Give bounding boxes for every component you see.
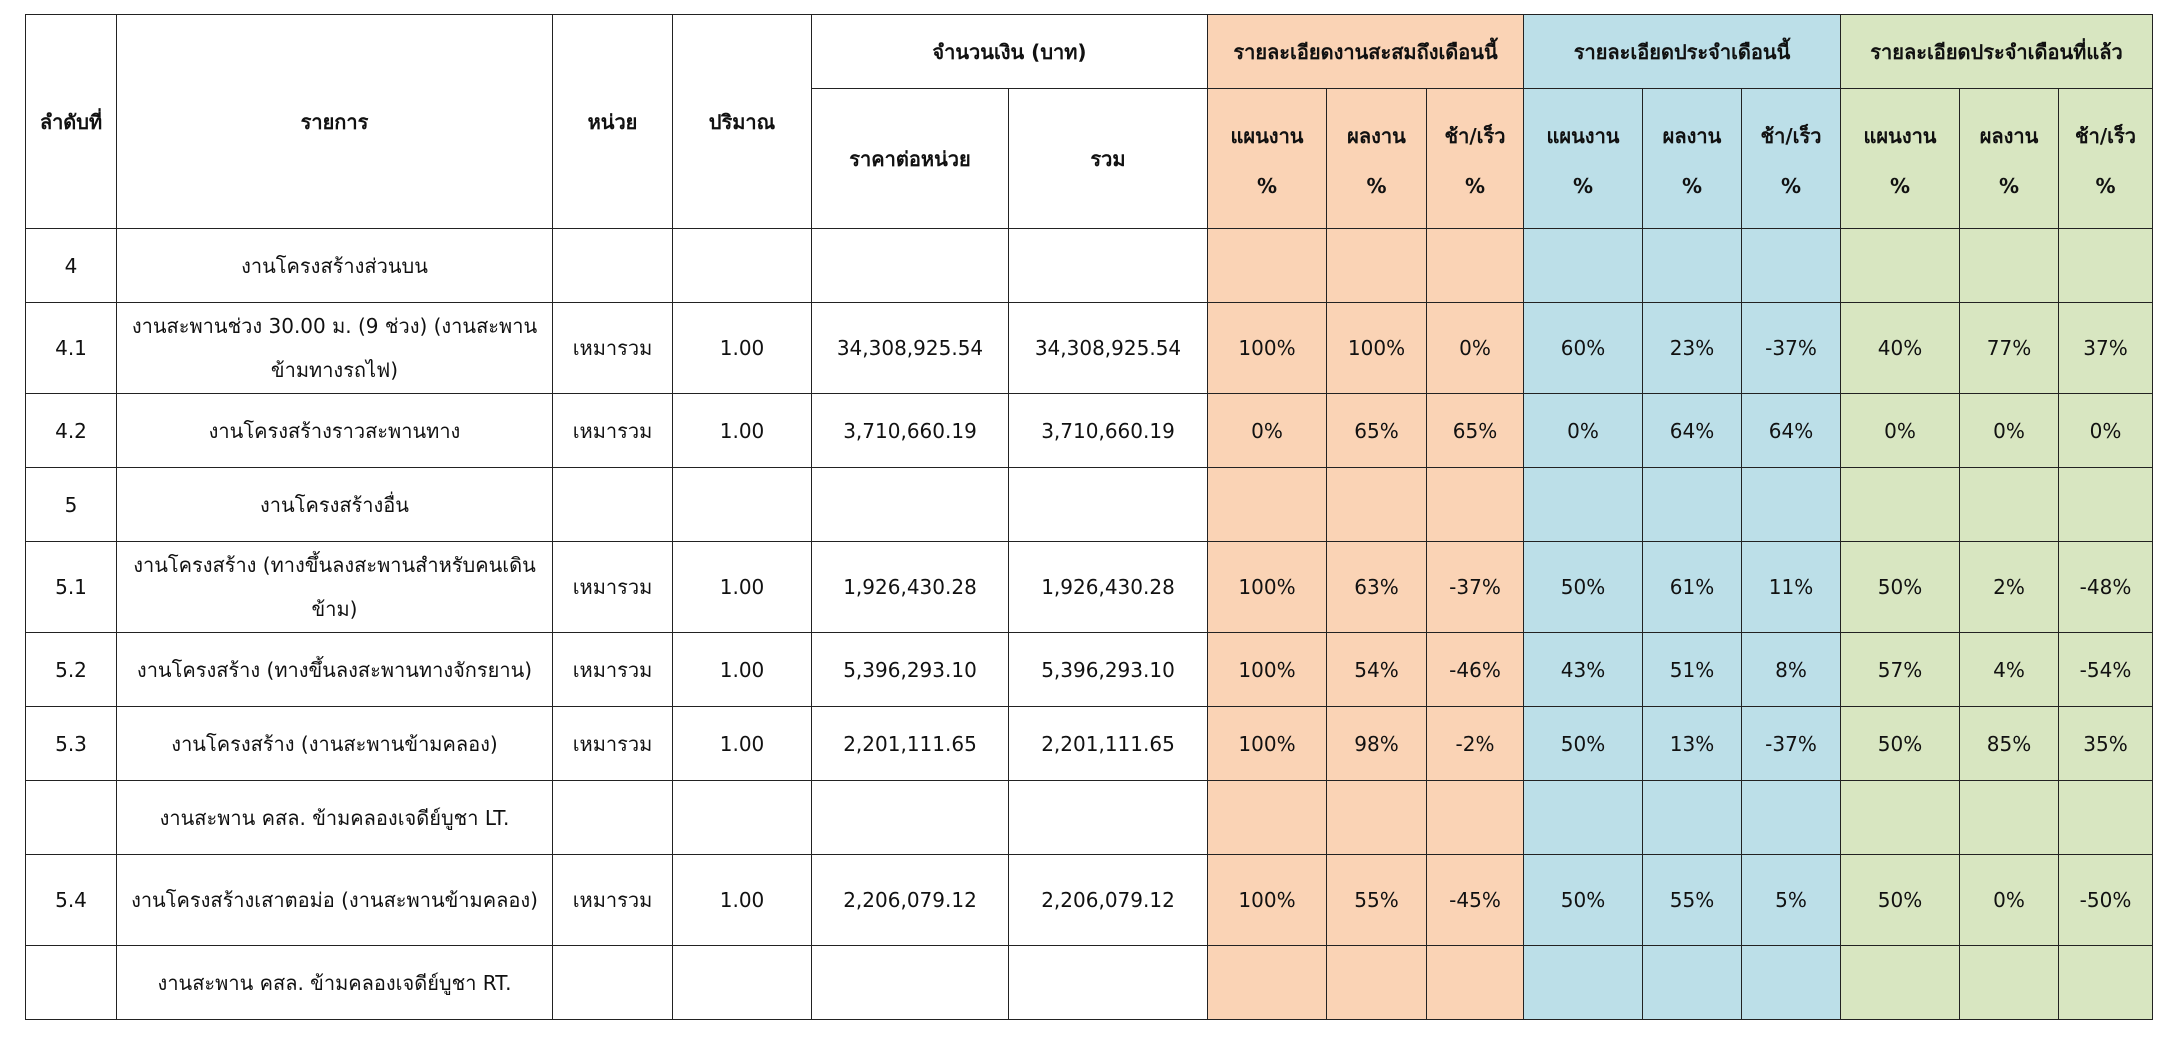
cell-unit-price — [812, 781, 1009, 855]
cell-unit: เหมารวม — [553, 394, 673, 468]
cell-total — [1009, 468, 1208, 542]
cell-prev-plan: 40% — [1841, 303, 1960, 394]
header-qty: ปริมาณ — [673, 15, 812, 229]
cell-acc-result: 98% — [1327, 707, 1427, 781]
cell-no: 5 — [26, 468, 117, 542]
cell-acc-diff: 65% — [1427, 394, 1524, 468]
cell-acc-diff: 0% — [1427, 303, 1524, 394]
cell-prev-plan — [1841, 229, 1960, 303]
table-row — [26, 542, 2153, 633]
cell-acc-result: 54% — [1327, 633, 1427, 707]
cell-cur-plan: 0% — [1524, 394, 1643, 468]
cell-acc-result — [1327, 781, 1427, 855]
cell-acc-plan: 0% — [1208, 394, 1327, 468]
cell-prev-diff: 35% — [2059, 707, 2153, 781]
cell-total: 5,396,293.10 — [1009, 633, 1208, 707]
cell-unit-price — [812, 229, 1009, 303]
cell-total: 2,206,079.12 — [1009, 855, 1208, 946]
cell-item: งานสะพานช่วง 30.00 ม. (9 ช่วง) (งานสะพานข้ามทางรถไฟ) — [117, 303, 553, 394]
cell-prev-plan — [1841, 468, 1960, 542]
cell-cur-diff — [1742, 946, 1841, 1020]
header-unit: หน่วย — [553, 15, 673, 229]
cell-prev-result — [1960, 229, 2059, 303]
header-previous-month-group: รายละเอียดประจำเดือนที่แล้ว — [1841, 15, 2153, 89]
cell-cur-plan: 43% — [1524, 633, 1643, 707]
header-prev-plan: แผนงาน % — [1841, 89, 1960, 229]
cell-cur-result: 13% — [1643, 707, 1742, 781]
cell-prev-plan: 50% — [1841, 707, 1960, 781]
cell-cur-plan — [1524, 468, 1643, 542]
cell-cur-result: 61% — [1643, 542, 1742, 633]
cell-acc-result: 65% — [1327, 394, 1427, 468]
cell-unit — [553, 781, 673, 855]
cell-acc-result — [1327, 229, 1427, 303]
cell-unit: เหมารวม — [553, 855, 673, 946]
cell-prev-diff: -48% — [2059, 542, 2153, 633]
cell-qty: 1.00 — [673, 633, 812, 707]
cell-total — [1009, 229, 1208, 303]
header-amount-group: จำนวนเงิน (บาท) — [812, 15, 1208, 89]
cell-prev-plan — [1841, 946, 1960, 1020]
header-acc-plan: แผนงาน % — [1208, 89, 1327, 229]
cell-qty: 1.00 — [673, 855, 812, 946]
cell-total — [1009, 946, 1208, 1020]
cell-qty: 1.00 — [673, 303, 812, 394]
cell-item: งานโครงสร้างอื่น — [117, 468, 553, 542]
cell-acc-result — [1327, 946, 1427, 1020]
cell-cur-diff: -37% — [1742, 303, 1841, 394]
cell-cur-diff — [1742, 468, 1841, 542]
cell-prev-result: 2% — [1960, 542, 2059, 633]
cell-acc-plan — [1208, 229, 1327, 303]
cell-acc-result: 63% — [1327, 542, 1427, 633]
cell-cur-result — [1643, 468, 1742, 542]
cell-item: งานโครงสร้างส่วนบน — [117, 229, 553, 303]
table-row — [26, 303, 2153, 394]
cell-cur-diff: 5% — [1742, 855, 1841, 946]
cell-unit — [553, 946, 673, 1020]
cell-qty: 1.00 — [673, 707, 812, 781]
header-total: รวม — [1009, 89, 1208, 229]
header-accumulated-group: รายละเอียดงานสะสมถึงเดือนนี้ — [1208, 15, 1524, 89]
cell-prev-result: 0% — [1960, 394, 2059, 468]
cell-cur-result: 55% — [1643, 855, 1742, 946]
table-row — [26, 855, 2153, 946]
cell-cur-plan: 50% — [1524, 855, 1643, 946]
cell-prev-plan: 50% — [1841, 855, 1960, 946]
table-row — [26, 229, 2153, 303]
cell-item: งานโครงสร้างเสาตอม่อ (งานสะพานข้ามคลอง) — [117, 855, 553, 946]
cell-acc-plan — [1208, 781, 1327, 855]
cell-prev-diff — [2059, 946, 2153, 1020]
cell-qty — [673, 946, 812, 1020]
cell-unit-price: 5,396,293.10 — [812, 633, 1009, 707]
cell-acc-plan: 100% — [1208, 542, 1327, 633]
cell-prev-plan — [1841, 781, 1960, 855]
header-prev-diff: ช้า/เร็ว % — [2059, 89, 2153, 229]
cell-cur-diff: -37% — [1742, 707, 1841, 781]
cell-no — [26, 946, 117, 1020]
cell-prev-result: 4% — [1960, 633, 2059, 707]
cell-prev-result — [1960, 946, 2059, 1020]
cell-acc-diff: -2% — [1427, 707, 1524, 781]
cell-cur-plan: 50% — [1524, 707, 1643, 781]
cell-acc-diff — [1427, 229, 1524, 303]
cell-cur-plan — [1524, 946, 1643, 1020]
cell-acc-result: 100% — [1327, 303, 1427, 394]
cell-unit — [553, 229, 673, 303]
cell-no: 5.4 — [26, 855, 117, 946]
cell-unit-price: 2,201,111.65 — [812, 707, 1009, 781]
cell-cur-plan: 60% — [1524, 303, 1643, 394]
cell-unit-price: 34,308,925.54 — [812, 303, 1009, 394]
cell-prev-diff — [2059, 229, 2153, 303]
cell-acc-result: 55% — [1327, 855, 1427, 946]
table-row — [26, 707, 2153, 781]
header-acc-diff: ช้า/เร็ว % — [1427, 89, 1524, 229]
cell-unit-price: 1,926,430.28 — [812, 542, 1009, 633]
cell-prev-diff: 37% — [2059, 303, 2153, 394]
cell-cur-diff: 64% — [1742, 394, 1841, 468]
cell-acc-plan: 100% — [1208, 633, 1327, 707]
cell-cur-diff — [1742, 229, 1841, 303]
cell-cur-plan — [1524, 781, 1643, 855]
cell-prev-diff: 0% — [2059, 394, 2153, 468]
cell-acc-plan: 100% — [1208, 707, 1327, 781]
cell-unit — [553, 468, 673, 542]
cell-total: 3,710,660.19 — [1009, 394, 1208, 468]
cell-prev-result: 85% — [1960, 707, 2059, 781]
table-row — [26, 946, 2153, 1020]
cell-cur-diff — [1742, 781, 1841, 855]
cell-acc-result — [1327, 468, 1427, 542]
cell-acc-plan: 100% — [1208, 855, 1327, 946]
cell-no: 4.1 — [26, 303, 117, 394]
cell-no: 5.2 — [26, 633, 117, 707]
progress-report-table — [25, 14, 2153, 1020]
cell-cur-plan — [1524, 229, 1643, 303]
cell-item: งานสะพาน คสล. ข้ามคลองเจดีย์บูชา RT. — [117, 946, 553, 1020]
header-current-month-group: รายละเอียดประจำเดือนนี้ — [1524, 15, 1841, 89]
cell-prev-result: 0% — [1960, 855, 2059, 946]
cell-prev-result — [1960, 781, 2059, 855]
cell-prev-plan: 0% — [1841, 394, 1960, 468]
header-unit-price: ราคาต่อหน่วย — [812, 89, 1009, 229]
cell-acc-plan: 100% — [1208, 303, 1327, 394]
cell-prev-result — [1960, 468, 2059, 542]
cell-cur-result — [1643, 229, 1742, 303]
cell-item: งานโครงสร้าง (งานสะพานข้ามคลอง) — [117, 707, 553, 781]
cell-acc-diff — [1427, 946, 1524, 1020]
cell-unit-price — [812, 468, 1009, 542]
cell-item: งานโครงสร้าง (ทางขึ้นลงสะพานทางจักรยาน) — [117, 633, 553, 707]
cell-cur-diff: 8% — [1742, 633, 1841, 707]
cell-prev-diff — [2059, 468, 2153, 542]
cell-no: 4.2 — [26, 394, 117, 468]
header-row-1 — [26, 15, 2153, 89]
table-body — [26, 229, 2153, 1020]
cell-cur-result: 51% — [1643, 633, 1742, 707]
cell-acc-diff — [1427, 468, 1524, 542]
header-cur-result: ผลงาน % — [1643, 89, 1742, 229]
cell-item: งานโครงสร้าง (ทางขึ้นลงสะพานสำหรับคนเดินข้าม) — [117, 542, 553, 633]
header-cur-plan: แผนงาน % — [1524, 89, 1643, 229]
cell-cur-result: 64% — [1643, 394, 1742, 468]
cell-unit: เหมารวม — [553, 707, 673, 781]
cell-cur-diff: 11% — [1742, 542, 1841, 633]
cell-unit-price — [812, 946, 1009, 1020]
header-cur-diff: ช้า/เร็ว % — [1742, 89, 1841, 229]
cell-unit-price: 2,206,079.12 — [812, 855, 1009, 946]
table-row — [26, 468, 2153, 542]
cell-cur-result — [1643, 781, 1742, 855]
cell-prev-plan: 50% — [1841, 542, 1960, 633]
cell-acc-plan — [1208, 946, 1327, 1020]
cell-cur-plan: 50% — [1524, 542, 1643, 633]
cell-prev-diff: -54% — [2059, 633, 2153, 707]
table-row — [26, 633, 2153, 707]
cell-item: งานสะพาน คสล. ข้ามคลองเจดีย์บูชา LT. — [117, 781, 553, 855]
cell-total: 34,308,925.54 — [1009, 303, 1208, 394]
cell-qty: 1.00 — [673, 394, 812, 468]
cell-acc-diff: -46% — [1427, 633, 1524, 707]
cell-no: 5.1 — [26, 542, 117, 633]
cell-unit: เหมารวม — [553, 633, 673, 707]
cell-prev-diff: -50% — [2059, 855, 2153, 946]
cell-unit: เหมารวม — [553, 303, 673, 394]
cell-acc-diff: -37% — [1427, 542, 1524, 633]
cell-no: 4 — [26, 229, 117, 303]
cell-unit-price: 3,710,660.19 — [812, 394, 1009, 468]
cell-item: งานโครงสร้างราวสะพานทาง — [117, 394, 553, 468]
cell-acc-diff — [1427, 781, 1524, 855]
cell-cur-result: 23% — [1643, 303, 1742, 394]
header-no: ลำดับที่ — [26, 15, 117, 229]
cell-acc-diff: -45% — [1427, 855, 1524, 946]
cell-total: 2,201,111.65 — [1009, 707, 1208, 781]
cell-acc-plan — [1208, 468, 1327, 542]
cell-no — [26, 781, 117, 855]
header-item: รายการ — [117, 15, 553, 229]
cell-no: 5.3 — [26, 707, 117, 781]
cell-unit: เหมารวม — [553, 542, 673, 633]
cell-cur-result — [1643, 946, 1742, 1020]
cell-total: 1,926,430.28 — [1009, 542, 1208, 633]
cell-prev-result: 77% — [1960, 303, 2059, 394]
cell-qty: 1.00 — [673, 542, 812, 633]
cell-total — [1009, 781, 1208, 855]
cell-prev-plan: 57% — [1841, 633, 1960, 707]
cell-qty — [673, 468, 812, 542]
cell-qty — [673, 229, 812, 303]
header-prev-result: ผลงาน % — [1960, 89, 2059, 229]
header-acc-result: ผลงาน % — [1327, 89, 1427, 229]
cell-prev-diff — [2059, 781, 2153, 855]
table-row — [26, 394, 2153, 468]
cell-qty — [673, 781, 812, 855]
table-row — [26, 781, 2153, 855]
